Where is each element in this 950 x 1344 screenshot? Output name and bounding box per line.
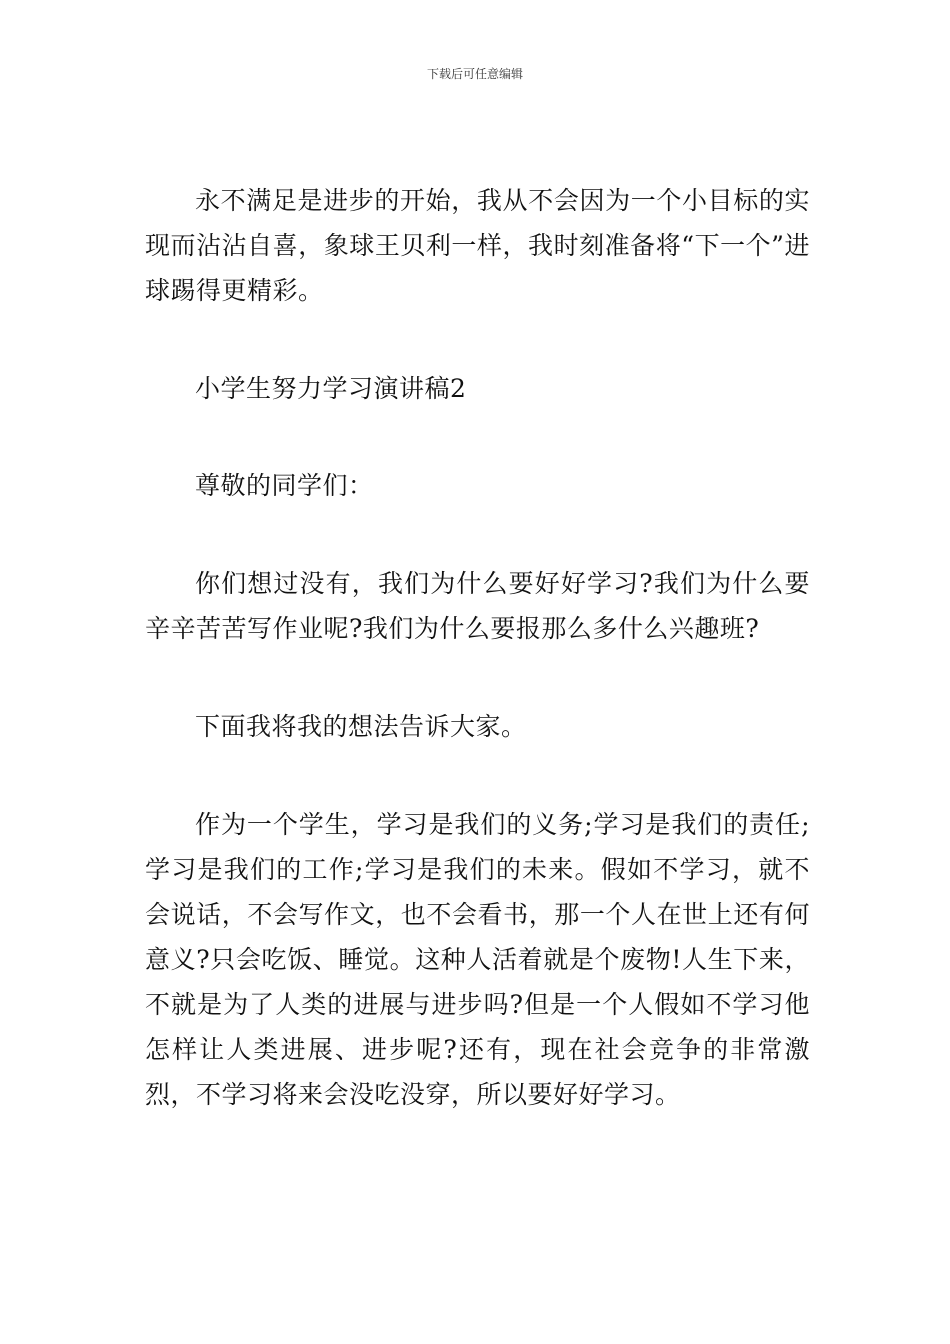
paragraph-closing: 永不满足是进步的开始，我从不会因为一个小目标的实现而沾沾自喜，象球王贝利一样，我时刻准备将“下一个”进球踢得更精彩。 [145,186,810,305]
page-header: 下载后可任意编辑 [426,67,523,81]
section-title: 小学生努力学习演讲稿2 [195,374,467,403]
document-body [145,178,810,1117]
paragraph-transition: 下面我将我的想法告诉大家。 [195,712,527,741]
paragraph-main: 作为一个学生，学习是我们的义务;学习是我们的责任;学习是我们的工作;学习是我们的未来。假如不学习，就不会说话，不会写作文，也不会看书，那一个人在世上还有何意义?只会吃饭、睡觉。这种人活着就是个废物!人生下来，不就是为了人类的进展与进步吗?但是一个人假如不学习他怎样让人类进展、进步呢?还有，现在社会竞争的非常激烈，不学习将来会没吃没穿，所以要好好学习。 [145,810,810,1109]
paragraph-questions: 你们想过没有，我们为什么要好好学习?我们为什么要辛辛苦苦写作业呢?我们为什么要报那么多什么兴趣班? [145,569,810,643]
salutation: 尊敬的同学们： [195,471,374,500]
